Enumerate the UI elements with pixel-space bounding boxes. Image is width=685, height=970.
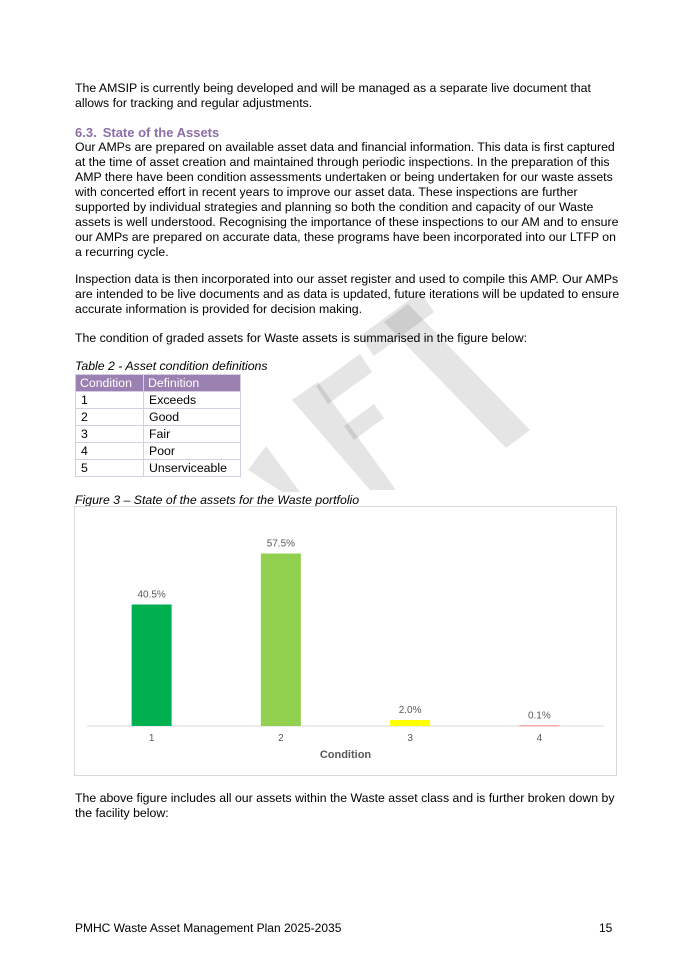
table-cell-condition: 1: [76, 392, 144, 409]
data-label-condition-3: 2.0%: [398, 705, 422, 716]
footer-page-number: 15: [599, 921, 613, 935]
table-cell-definition: Good: [144, 409, 241, 426]
x-tick-label: 3: [407, 733, 413, 744]
table-row: [76, 426, 241, 443]
table-cell-condition: 4: [76, 443, 144, 460]
table-row: [76, 460, 241, 477]
body-paragraph-2: Inspection data is then incorporated into our asset register and used to compile this AMP. Our AMPs are intended to be live documents and as data is updated, future iterations will be updated to ensure accurate information is provided for decision making.: [75, 272, 620, 316]
bar-condition-2: [261, 554, 301, 727]
chart-canvas: [75, 507, 616, 775]
x-tick-label: 2: [278, 733, 284, 744]
table-row: [76, 443, 241, 460]
section-heading: [75, 125, 219, 140]
table-cell-condition: 5: [76, 460, 144, 477]
section-title: State of the Assets: [102, 125, 220, 140]
figure-caption: Figure 3 – State of the assets for the Waste portfolio: [75, 493, 360, 507]
table-header-row: [76, 375, 241, 392]
data-label-condition-2: 57.5%: [266, 538, 296, 550]
table-caption: Table 2 - Asset condition definitions: [75, 359, 268, 373]
table-cell-condition: 3: [76, 426, 144, 443]
section-number: 6.3.: [75, 125, 97, 140]
table-row: [76, 409, 241, 426]
bar-condition-1: [132, 605, 172, 727]
condition-bar-chart: [74, 506, 617, 776]
body-paragraph-3: The condition of graded assets for Waste assets is summarised in the figure below:: [75, 331, 528, 345]
table-header-definition: Definition: [144, 375, 241, 392]
table-row: [76, 392, 241, 409]
body-paragraph-1: Our AMPs are prepared on available asset data and financial information. This data is first captured at the time of asset creation and maintained through periodic inspections. In the preparation of this AMP there have been condition assessments undertaken or being undertaken for our waste assets with concerted effort in recent years to improve our asset data. These inspections are further supported by individual strategies and planning so both the condition and capacity of our Waste assets is well understood. Recognising the importance of these inspections to our AM and to ensure our AMPs are prepared on accurate data, these programs have been incorporated into our LTFP on a recurring cycle.: [75, 140, 619, 259]
condition-definitions-table: [75, 374, 241, 477]
intro-paragraph: The AMSIP is currently being developed and will be managed as a separate live document that allows for tracking and regular adjustments.: [75, 81, 591, 110]
x-axis-title: Condition: [319, 749, 372, 761]
table-cell-definition: Poor: [144, 443, 241, 460]
x-tick-label: 1: [148, 733, 155, 744]
table-cell-definition: Unserviceable: [144, 460, 241, 477]
table-cell-condition: 2: [76, 409, 144, 426]
table-header-condition: Condition: [76, 375, 144, 392]
x-tick-label: 4: [536, 733, 543, 744]
table-cell-definition: Fair: [144, 426, 241, 443]
bar-condition-3: [390, 720, 430, 726]
data-label-condition-1: 40.5%: [137, 589, 166, 601]
footer-document-title: PMHC Waste Asset Management Plan 2025-2035: [75, 921, 342, 935]
closing-paragraph: The above figure includes all our assets within the Waste asset class and is further broken down by the facility below:: [75, 791, 615, 820]
data-label-condition-4: 0.1%: [527, 710, 551, 722]
table-cell-definition: Exceeds: [144, 392, 241, 409]
